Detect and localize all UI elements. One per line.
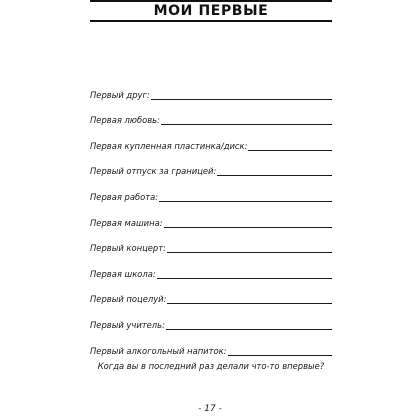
header-bottom-rule: [90, 20, 332, 22]
fill-in-line: [217, 166, 332, 176]
fill-in-line: [167, 243, 332, 253]
field-label: Первый друг:: [90, 89, 150, 100]
field-label: Первый алкогольный напиток:: [90, 345, 227, 356]
field-row-first-alcoholic-drink: [90, 332, 332, 358]
field-label: Первый поцелуй:: [90, 294, 167, 305]
fill-in-line: [151, 90, 332, 100]
fill-in-line: [166, 320, 332, 330]
fill-in-list: [90, 76, 332, 358]
field-label: Первая работа:: [90, 191, 159, 202]
fill-in-line: [248, 141, 332, 151]
fill-in-line: [159, 192, 332, 202]
field-label: Первая купленная пластинка/диск:: [90, 140, 248, 151]
field-row-first-concert: [90, 230, 332, 256]
fill-in-line: [161, 115, 332, 125]
page-number: - 17 -: [198, 404, 222, 414]
field-row-first-record: [90, 127, 332, 153]
page-header: [90, 0, 332, 23]
fill-in-line: [228, 346, 332, 356]
fill-in-line: [167, 294, 332, 304]
field-label: Первый концерт:: [90, 243, 166, 254]
field-label: Первая школа:: [90, 268, 156, 279]
page-title: МОИ ПЕРВЫЕ: [153, 3, 269, 19]
field-label: Первый отпуск за границей:: [90, 166, 217, 177]
field-label: Первая машина:: [90, 217, 163, 228]
field-label: Первый учитель:: [90, 319, 165, 330]
field-label: Первая любовь:: [90, 115, 160, 126]
fill-in-line: [164, 218, 332, 228]
field-row-first-teacher: [90, 306, 332, 332]
field-row-first-school: [90, 255, 332, 281]
prompt-question: Когда вы в последний раз делали что-то впервые?: [97, 361, 325, 371]
field-row-first-kiss: [90, 281, 332, 307]
field-row-first-job: [90, 178, 332, 204]
field-row-first-car: [90, 204, 332, 230]
field-row-first-friend: [90, 76, 332, 102]
field-row-first-love: [90, 102, 332, 128]
field-row-first-vacation-abroad: [90, 153, 332, 179]
fill-in-line: [157, 269, 332, 279]
